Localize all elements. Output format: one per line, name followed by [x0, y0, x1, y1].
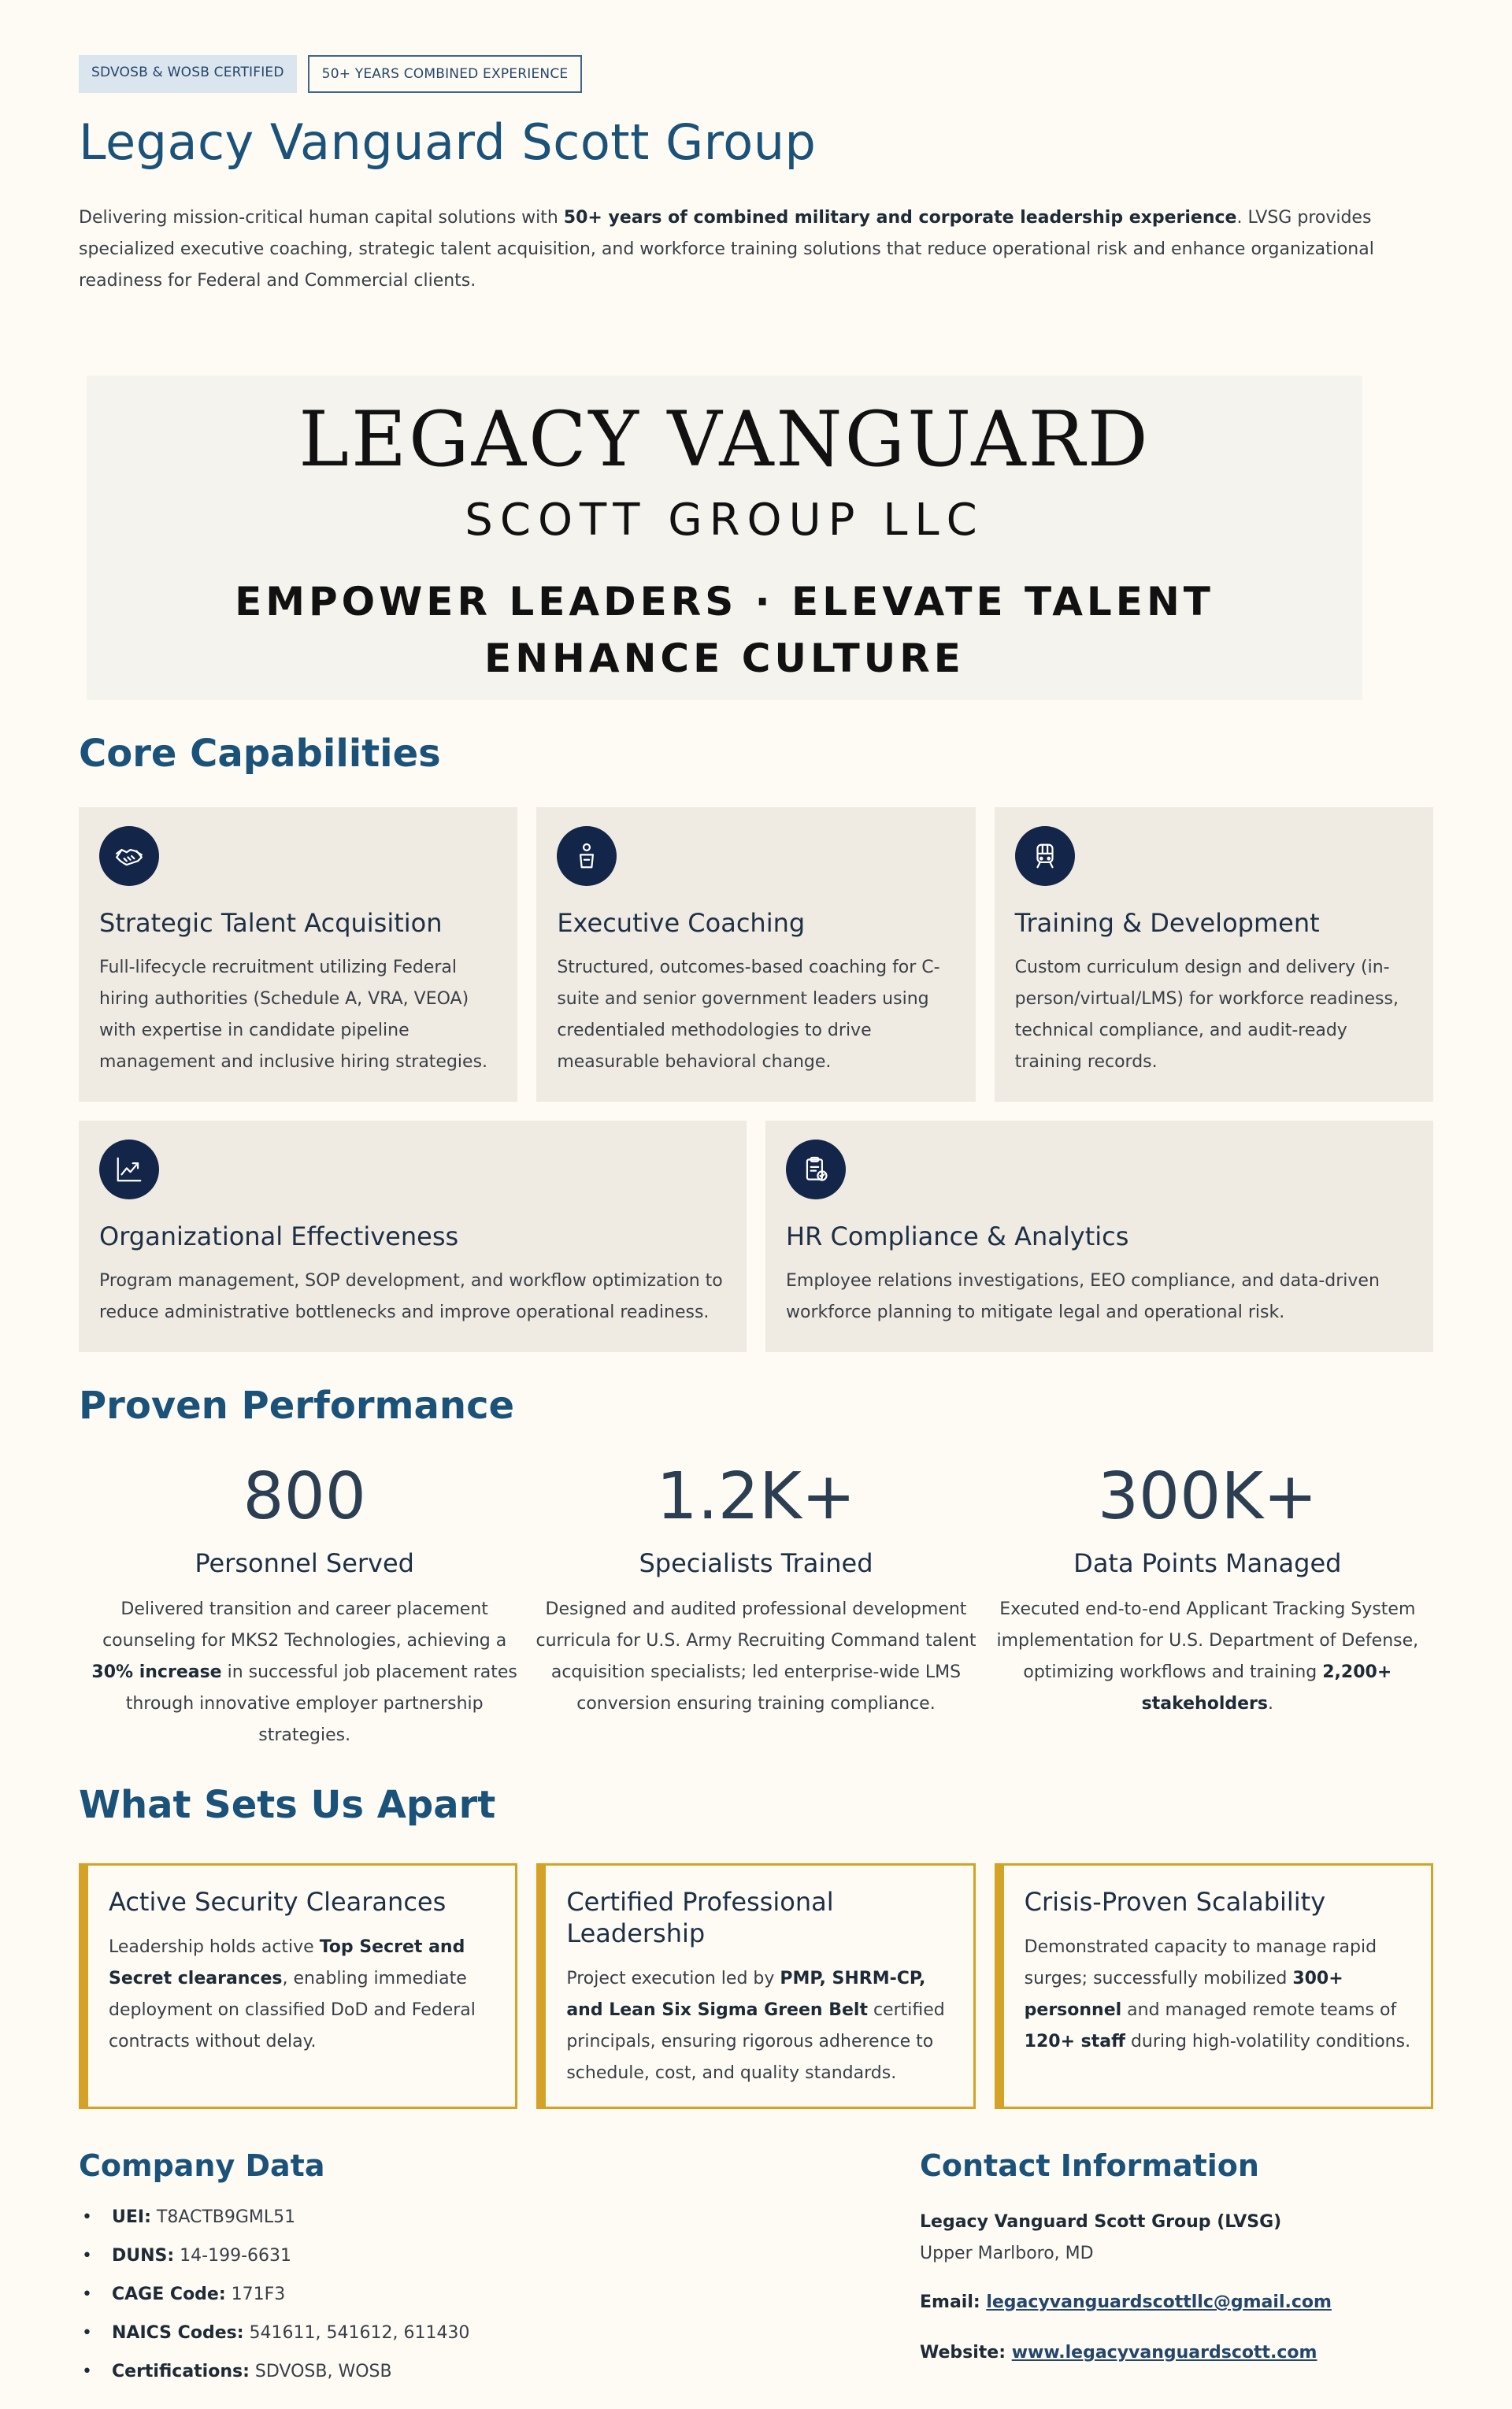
stat-number: 1.2K+ — [656, 1459, 856, 1534]
logo-line-tagline-2: ENHANCE CULTURE — [484, 635, 965, 681]
badge-row — [79, 55, 1433, 93]
capability-title: HR Compliance & Analytics — [786, 1221, 1129, 1251]
differentiator-title: Crisis-Proven Scalability — [1024, 1887, 1326, 1917]
capability-description: Full-lifecycle recruitment utilizing Federal hiring authorities (Schedule A, VRA, VEOA) with expertise in candidate pipeline management and inclusive hiring strategies. — [99, 958, 488, 1072]
company-data-list — [79, 2207, 920, 2383]
differentiator-text: Demonstrated capacity to manage rapid surges; successfully mobilized — [1024, 1937, 1377, 1988]
website-link[interactable]: www.legacyvanguardscott.com — [1011, 2343, 1317, 2363]
data-label: NAICS Codes: — [112, 2323, 244, 2343]
differentiator-text-end: during high-volatility conditions. — [1125, 2032, 1411, 2051]
differentiator-card-security-clearances — [79, 1863, 517, 2109]
certification-badge: SDVOSB & WOSB CERTIFIED — [79, 55, 297, 93]
list-item-uei — [79, 2207, 920, 2229]
differentiator-text: Project execution led by — [566, 1969, 780, 1988]
differentiator-card-certified-leadership — [536, 1863, 975, 2109]
differentiator-highlight: 300+ personnel — [1024, 1969, 1343, 2020]
stat-description — [987, 1594, 1429, 1720]
differentiator-text-end: , enabling immediate deployment on classified DoD and Federal contracts without delay. — [109, 1969, 476, 2051]
stat-number: 800 — [243, 1459, 366, 1534]
contact-website-row — [920, 2337, 1433, 2369]
email-link[interactable]: legacyvanguardscottllc@gmail.com — [986, 2292, 1332, 2312]
data-label: Certifications: — [112, 2362, 250, 2381]
contact-company-name: Legacy Vanguard Scott Group (LVSG) — [920, 2212, 1282, 2232]
capability-description: Structured, outcomes-based coaching for C-suite and senior government leaders using credentialed methodologies to drive measurable behavioral change. — [557, 958, 940, 1072]
logo-line-group: SCOTT GROUP LLC — [465, 494, 984, 546]
data-value: 171F3 — [225, 2285, 286, 2304]
capability-card-hr-compliance — [765, 1121, 1433, 1352]
capability-title: Strategic Talent Acquisition — [99, 908, 443, 938]
capabilities-row-2 — [79, 1121, 1433, 1352]
capabilities-row-1 — [79, 807, 1433, 1102]
list-item-certifications — [79, 2361, 920, 2383]
experience-badge: 50+ YEARS COMBINED EXPERIENCE — [308, 55, 583, 93]
stat-description-text: Delivered transition and career placement counseling for MKS2 Technologies, achieving a — [102, 1599, 507, 1651]
capability-title: Organizational Effectiveness — [99, 1221, 459, 1251]
capability-description: Employee relations investigations, EEO compliance, and data-driven workforce planning to mitigate legal and operational risk. — [786, 1271, 1380, 1322]
data-label: UEI: — [112, 2207, 151, 2227]
performance-stats-row — [79, 1459, 1433, 1751]
core-capabilities-heading: Core Capabilities — [79, 732, 441, 776]
clipboard-check-icon — [786, 1140, 846, 1199]
stat-label: Specialists Trained — [639, 1548, 873, 1578]
differentiator-description — [566, 1963, 954, 2089]
stat-description-text: Executed end-to-end Applicant Tracking System implementation for U.S. Department of Defense, optimizing workflows and training — [996, 1599, 1419, 1682]
stat-data-points-managed — [982, 1459, 1433, 1751]
data-value: 541611, 541612, 611430 — [243, 2323, 470, 2343]
stat-description — [535, 1594, 976, 1720]
logo-line-tagline: EMPOWER LEADERS · ELEVATE TALENT — [235, 578, 1214, 624]
capability-description: Custom curriculum design and delivery (in-person/virtual/LMS) for workforce readiness, technical compliance, and audit-ready training records. — [1014, 958, 1399, 1072]
contact-location: Upper Marlboro, MD — [920, 2244, 1094, 2263]
stat-personnel-served — [79, 1459, 530, 1751]
differentiator-description — [109, 1932, 496, 2058]
stat-specialists-trained — [530, 1459, 981, 1751]
intro-text-end: . LVSG provides specialized executive coaching, strategic talent acquisition, and workforce training solutions that reduce operational risk and enhance organizational readiness for Federal and Commercial clients. — [79, 208, 1374, 291]
list-item-duns — [79, 2245, 920, 2267]
intro-paragraph — [79, 202, 1433, 297]
list-item-naics — [79, 2322, 920, 2344]
stat-description — [83, 1594, 525, 1751]
differentiator-description — [1025, 1932, 1412, 2058]
contact-section — [920, 2148, 1433, 2400]
differentiator-highlight-2: 120+ staff — [1024, 2032, 1125, 2051]
contact-email-row — [920, 2287, 1433, 2318]
differentiator-title: Active Security Clearances — [109, 1887, 447, 1917]
capability-title: Executive Coaching — [557, 908, 806, 938]
stat-description-text-end: in successful job placement rates through innovative employer partnership strategies. — [125, 1662, 517, 1745]
stat-label: Data Points Managed — [1073, 1548, 1342, 1578]
proven-performance-heading: Proven Performance — [79, 1384, 515, 1428]
person-podium-icon — [557, 826, 617, 886]
differentiator-text-end: certified principals, ensuring rigorous adherence to schedule, cost, and quality standards. — [566, 2000, 945, 2083]
website-label: Website: — [920, 2343, 1012, 2363]
differentiator-card-scalability — [995, 1863, 1433, 2109]
list-item-cage — [79, 2284, 920, 2306]
company-data-section — [79, 2148, 920, 2400]
intro-highlight: 50+ years of combined military and corporate leadership experience — [563, 208, 1237, 228]
footer-info — [79, 2148, 1433, 2400]
differentiator-highlight: PMP, SHRM-CP, and Lean Six Sigma Green Belt — [566, 1969, 926, 2020]
stat-number: 300K+ — [1097, 1459, 1317, 1534]
capability-card-organizational-effectiveness — [79, 1121, 747, 1352]
intro-text: Delivering mission-critical human capital solutions with — [79, 208, 564, 228]
company-logo-banner — [87, 376, 1362, 700]
differentiator-highlight: Top Secret and Secret clearances — [109, 1937, 465, 1988]
differentiator-text-mid: and managed remote teams of — [1121, 2000, 1397, 2020]
data-value: 14-199-6631 — [174, 2246, 292, 2266]
logo-line-name: LEGACY VANGUARD — [298, 395, 1151, 484]
capability-card-talent-acquisition — [79, 807, 517, 1102]
contact-heading: Contact Information — [920, 2148, 1259, 2183]
handshake-icon — [99, 826, 159, 886]
email-label: Email: — [920, 2292, 987, 2312]
differentiators-row — [79, 1863, 1433, 2109]
stat-description-highlight: 30% increase — [91, 1662, 222, 1682]
train-icon — [1015, 826, 1075, 886]
capability-card-training — [995, 807, 1433, 1102]
data-value: T8ACTB9GML51 — [150, 2207, 296, 2227]
page-title: Legacy Vanguard Scott Group — [79, 113, 817, 171]
differentiator-title: Certified Professional Leadership — [566, 1887, 834, 1948]
differentiator-text: Leadership holds active — [109, 1937, 320, 1957]
capability-card-executive-coaching — [536, 807, 975, 1102]
company-data-heading: Company Data — [79, 2148, 325, 2183]
data-value: SDVOSB, WOSB — [249, 2362, 392, 2381]
stat-description-text: Designed and audited professional development curricula for U.S. Army Recruiting Command talent acquisition specialists; led enterprise-wide LMS conversion ensuring training compliance. — [536, 1599, 976, 1714]
stat-description-highlight: 2,200+ stakeholders — [1141, 1662, 1392, 1714]
stat-description-text-end: . — [1268, 1694, 1273, 1714]
what-sets-us-apart-heading: What Sets Us Apart — [79, 1783, 496, 1827]
chart-line-icon — [99, 1140, 159, 1199]
data-label: DUNS: — [112, 2246, 175, 2266]
capability-description: Program management, SOP development, and workflow optimization to reduce administrative bottlenecks and improve operational readiness. — [99, 1271, 723, 1322]
data-label: CAGE Code: — [112, 2285, 226, 2304]
capability-title: Training & Development — [1014, 908, 1320, 938]
stat-label: Personnel Served — [195, 1548, 414, 1578]
